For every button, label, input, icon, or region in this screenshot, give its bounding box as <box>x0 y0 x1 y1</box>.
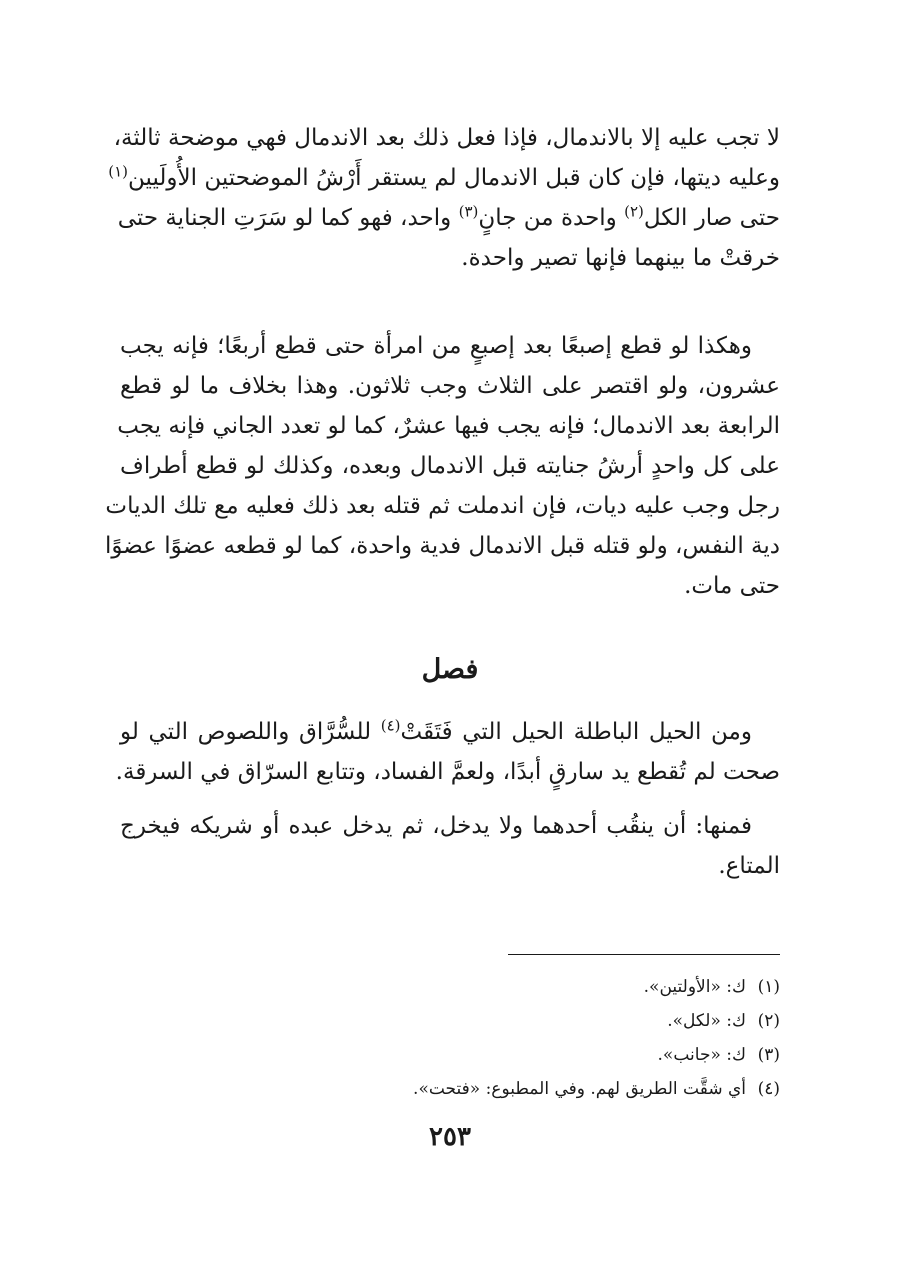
line-text: للسُّرَّاق واللصوص التي لو <box>120 719 381 745</box>
paragraph-line <box>120 712 780 752</box>
page-number: ٢٥٣ <box>429 1122 471 1152</box>
footnote-text: ك: «الأولتين». <box>643 977 746 997</box>
line-text: وعليه ديتها، فإن كان قبل الاندمال لم يستقر أَرْشُ الموضحتين الأُولَيين <box>128 165 780 191</box>
footnote-number: (٤) <box>757 1079 780 1099</box>
footnote-separator <box>508 954 780 955</box>
paragraph-4 <box>120 806 780 886</box>
paragraph-line: على كل واحدٍ أرشُ جنايته قبل الاندمال وبعده، وكذلك لو قطع أطراف <box>120 453 780 479</box>
paragraph-line: فمنها: أن ينقُب أحدهما ولا يدخل، ثم يدخل عبده أو شريكه فيخرج <box>120 813 752 839</box>
footnote-text: أي شقَّت الطريق لهم. وفي المطبوع: «فتحت». <box>413 1079 746 1099</box>
footnotes <box>120 970 780 1106</box>
paragraph-line: خرقتْ ما بينهما فإنها تصير واحدة. <box>461 245 780 271</box>
paragraph-line: حتى مات. <box>684 573 780 599</box>
paragraph-line: وهكذا لو قطع إصبعًا بعد إصبعٍ من امرأة حتى قطع أربعًا؛ فإنه يجب <box>120 333 752 359</box>
paragraph-2 <box>104 326 780 606</box>
paragraph-line: صحت لم تُقطع يد سارقٍ أبدًا، ولعمَّ الفساد، وتتابع السرّاق في السرقة. <box>115 759 780 785</box>
footnote-marker-1[interactable]: (١) <box>108 162 128 181</box>
footnote-marker-2[interactable]: (٢) <box>624 202 644 221</box>
footnote-item <box>120 1004 780 1038</box>
line-text: واحدة من جانٍ <box>478 205 625 231</box>
footnote-marker-4[interactable]: (٤) <box>380 716 401 735</box>
footnote-text: ك: «جانب». <box>657 1045 746 1065</box>
paragraph-line: عشرون، ولو اقتصر على الثلاث وجب ثلاثون. وهذا بخلاف ما لو قطع <box>120 373 780 399</box>
paragraph-line: دية النفس، ولو قتله قبل الاندمال فدية واحدة، كما لو قطعه عضوًا عضوًا <box>104 533 780 559</box>
paragraph-line <box>108 158 780 198</box>
footnote-item <box>120 1038 780 1072</box>
footnote-number: (٢) <box>757 1011 780 1031</box>
section-heading: فصل <box>421 654 479 685</box>
line-text: حتى صار الكل <box>643 205 780 231</box>
line-text: ومن الحيل الباطلة الحيل التي فَتَقَتْ <box>400 719 752 745</box>
paragraph-3 <box>115 712 780 792</box>
footnote-item <box>120 1072 780 1106</box>
paragraph-line <box>117 198 780 238</box>
footnote-number: (٣) <box>757 1045 780 1065</box>
paragraph-1 <box>108 118 780 278</box>
line-text: واحد، فهو كما لو سَرَتِ الجناية حتى <box>117 205 459 231</box>
paragraph-line: رجل وجب عليه ديات، فإن اندملت ثم قتله بعد ذلك فعليه مع تلك الديات <box>105 493 780 519</box>
paragraph-line: لا تجب عليه إلا بالاندمال، فإذا فعل ذلك بعد الاندمال فهي موضحة ثالثة، <box>113 125 780 151</box>
footnote-number: (١) <box>757 977 780 997</box>
paragraph-line: الرابعة بعد الاندمال؛ فإنه يجب فيها عشرٌ، كما لو تعدد الجاني فإنه يجب <box>117 413 780 439</box>
footnote-marker-3[interactable]: (٣) <box>458 202 479 221</box>
footnote-item <box>120 970 780 1004</box>
footnote-text: ك: «لكل». <box>667 1011 746 1031</box>
paragraph-line: المتاع. <box>718 853 780 879</box>
